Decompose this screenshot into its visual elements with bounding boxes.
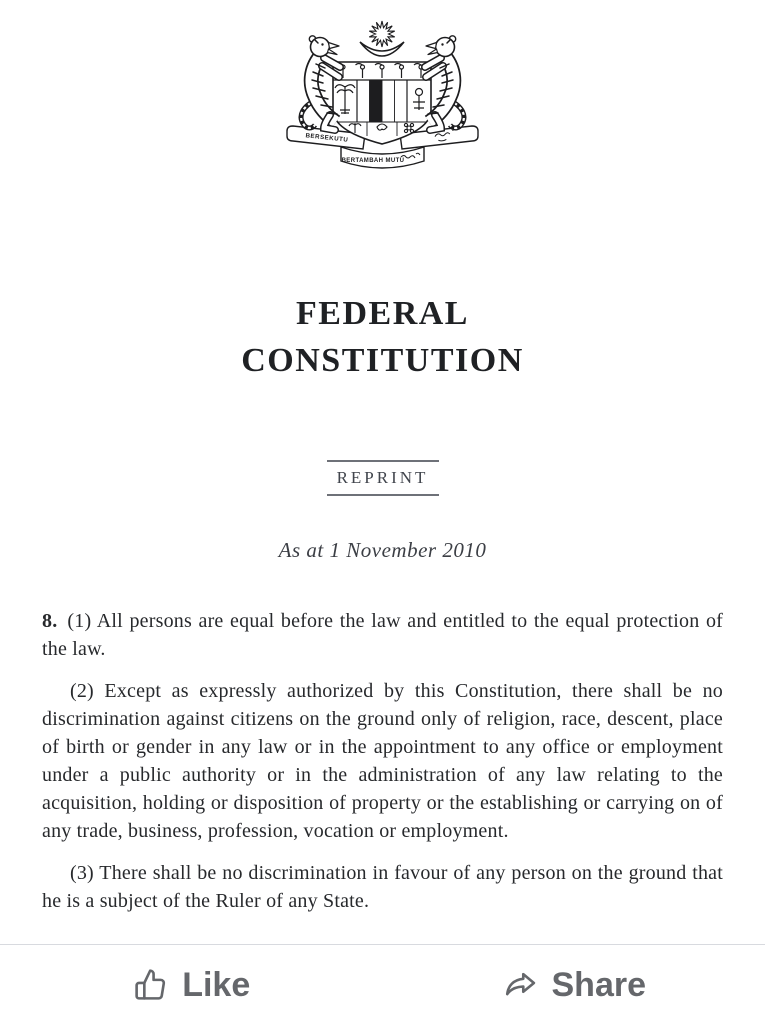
- clause-2: (2) Except as expressly authorized by this Constitution, there shall be no discrimination against citizens on the ground only of religion, race, descent, place of birth or gender in any law or in the appointment to any office or employment under a public authority or in the administration of any law relating to the acquisition, holding or disposition of property or the establishing or carrying on of any trade, business, profession, vocation or employment.: [42, 680, 723, 842]
- clause-1: [42, 607, 723, 663]
- article-number: 8.: [42, 610, 58, 632]
- clause-1-text: (1) All persons are equal before the law and entitled to the equal protection of the law.: [42, 610, 723, 660]
- malaysia-coat-of-arms: [285, 18, 480, 178]
- motto-center-text: BERTAMBAH MUTU: [341, 158, 405, 164]
- title-line-1: FEDERAL: [296, 295, 469, 332]
- federal-star-icon: [369, 21, 394, 47]
- share-arrow-icon: [502, 966, 539, 1003]
- thumbs-up-icon: [132, 966, 169, 1003]
- share-label: Share: [551, 965, 646, 1004]
- reprint-label: REPRINT: [327, 460, 439, 496]
- article-8-text: [42, 607, 723, 915]
- post-action-bar: [0, 944, 765, 1024]
- like-label: Like: [182, 965, 251, 1004]
- like-button[interactable]: [0, 945, 383, 1024]
- motto-left-text: BERSEKUTU: [305, 132, 349, 144]
- share-button[interactable]: [383, 945, 765, 1024]
- document-title: [42, 290, 723, 384]
- as-at-date: As at 1 November 2010: [278, 538, 487, 562]
- title-line-2: CONSTITUTION: [241, 342, 524, 379]
- clause-3: (3) There shall be no discrimination in favour of any person on the ground that he is a subject of the Ruler of any State.: [42, 862, 723, 912]
